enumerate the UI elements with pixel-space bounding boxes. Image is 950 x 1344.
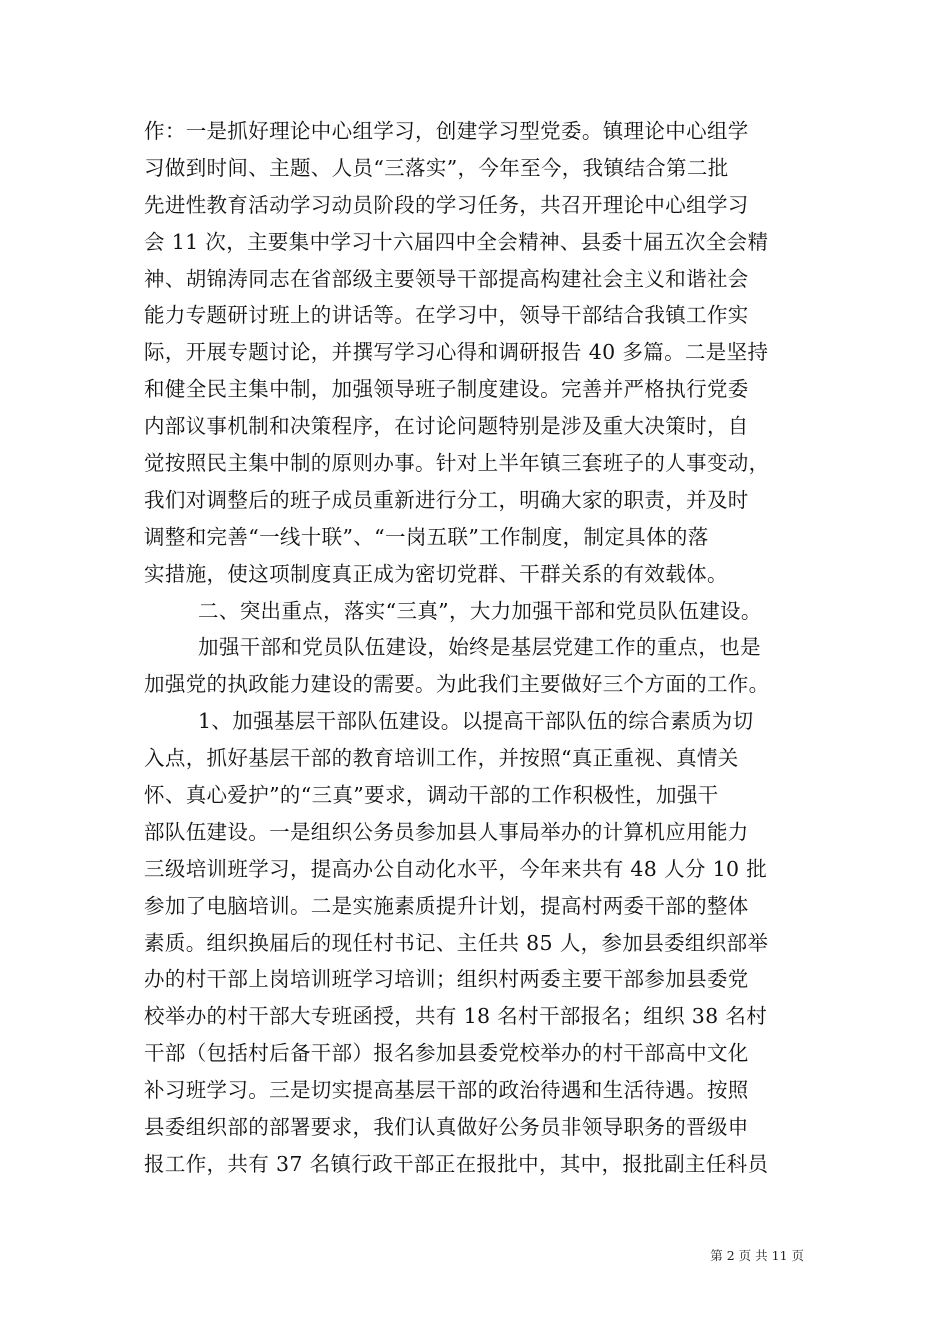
text-line: 部队伍建设。一是组织公务员参加县人事局举办的计算机应用能力 — [144, 819, 749, 844]
body-text — [144, 113, 814, 1183]
text-line: 二、突出重点，落实“三真”，大力加强干部和党员队伍建设。 — [198, 598, 762, 623]
page-footer — [0, 1246, 950, 1266]
text-line: 先进性教育活动学习动员阶段的学习任务，共召开理论中心组学习 — [144, 192, 749, 217]
text-line: 县委组织部的部署要求，我们认真做好公务员非领导职务的晋级申 — [144, 1115, 749, 1140]
text-line: 内部议事机制和决策程序，在讨论问题特别是涉及重大决策时，自 — [144, 414, 749, 439]
text-line: 1、加强基层干部队伍建设。以提高干部队伍的综合素质为切 — [198, 709, 754, 734]
text-line: 实措施，使这项制度真正成为密切党群、干群关系的有效载体。 — [144, 561, 728, 586]
text-line: 怀、真心爱护”的“三真”要求，调动干部的工作积极性，加强干 — [144, 783, 719, 808]
text-line: 素质。组织换届后的现任村书记、主任共 85 人，参加县委组织部举 — [144, 930, 769, 955]
text-line: 办的村干部上岗培训班学习培训；组织村两委主要干部参加县委党 — [144, 967, 749, 992]
text-line: 干部（包括村后备干部）报名参加县委党校举办的村干部高中文化 — [144, 1041, 749, 1066]
text-line: 觉按照民主集中制的原则办事。针对上半年镇三套班子的人事变动， — [144, 451, 770, 476]
text-line: 调整和完善“一线十联”、“一岗五联”工作制度，制定具体的落 — [144, 524, 709, 549]
text-line: 我们对调整后的班子成员重新进行分工，明确大家的职责，并及时 — [144, 487, 749, 512]
text-line: 作：一是抓好理论中心组学习，创建学习型党委。镇理论中心组学 — [144, 119, 749, 143]
text-line: 加强干部和党员队伍建设，始终是基层党建工作的重点，也是 — [198, 635, 761, 660]
text-line: 际，开展专题讨论，并撰写学习心得和调研报告 40 多篇。二是坚持 — [144, 340, 769, 365]
text-line: 参加了电脑培训。二是实施素质提升计划，提高村两委干部的整体 — [144, 893, 749, 918]
text-line: 加强党的执政能力建设的需要。为此我们主要做好三个方面的工作。 — [144, 672, 770, 697]
text-line: 校举办的村干部大专班函授，共有 18 名村干部报名；组织 38 名村 — [144, 1004, 768, 1029]
page-number: 第 2 页 共 11 页 — [710, 1248, 804, 1263]
text-line: 报工作，共有 37 名镇行政干部正在报批中，其中，报批副主任科员 — [144, 1151, 769, 1176]
text-line: 三级培训班学习，提高办公自动化水平，今年来共有 48 人分 10 批 — [144, 856, 768, 881]
text-line: 和健全民主集中制，加强领导班子制度建设。完善并严格执行党委 — [144, 377, 749, 402]
text-line: 会 11 次，主要集中学习十六届四中全会精神、县委十届五次全会精 — [144, 229, 769, 254]
text-line: 入点，抓好基层干部的教育培训工作，并按照“真正重视、真情关 — [144, 746, 739, 771]
text-line: 补习班学习。三是切实提高基层干部的政治待遇和生活待遇。按照 — [144, 1078, 749, 1103]
text-line: 神、胡锦涛同志在省部级主要领导干部提高构建社会主义和谐社会 — [144, 266, 749, 291]
text-line: 能力专题研讨班上的讲话等。在学习中，领导干部结合我镇工作实 — [144, 303, 749, 328]
text-line: 习做到时间、主题、人员“三落实”，今年至今，我镇结合第二批 — [144, 155, 729, 180]
